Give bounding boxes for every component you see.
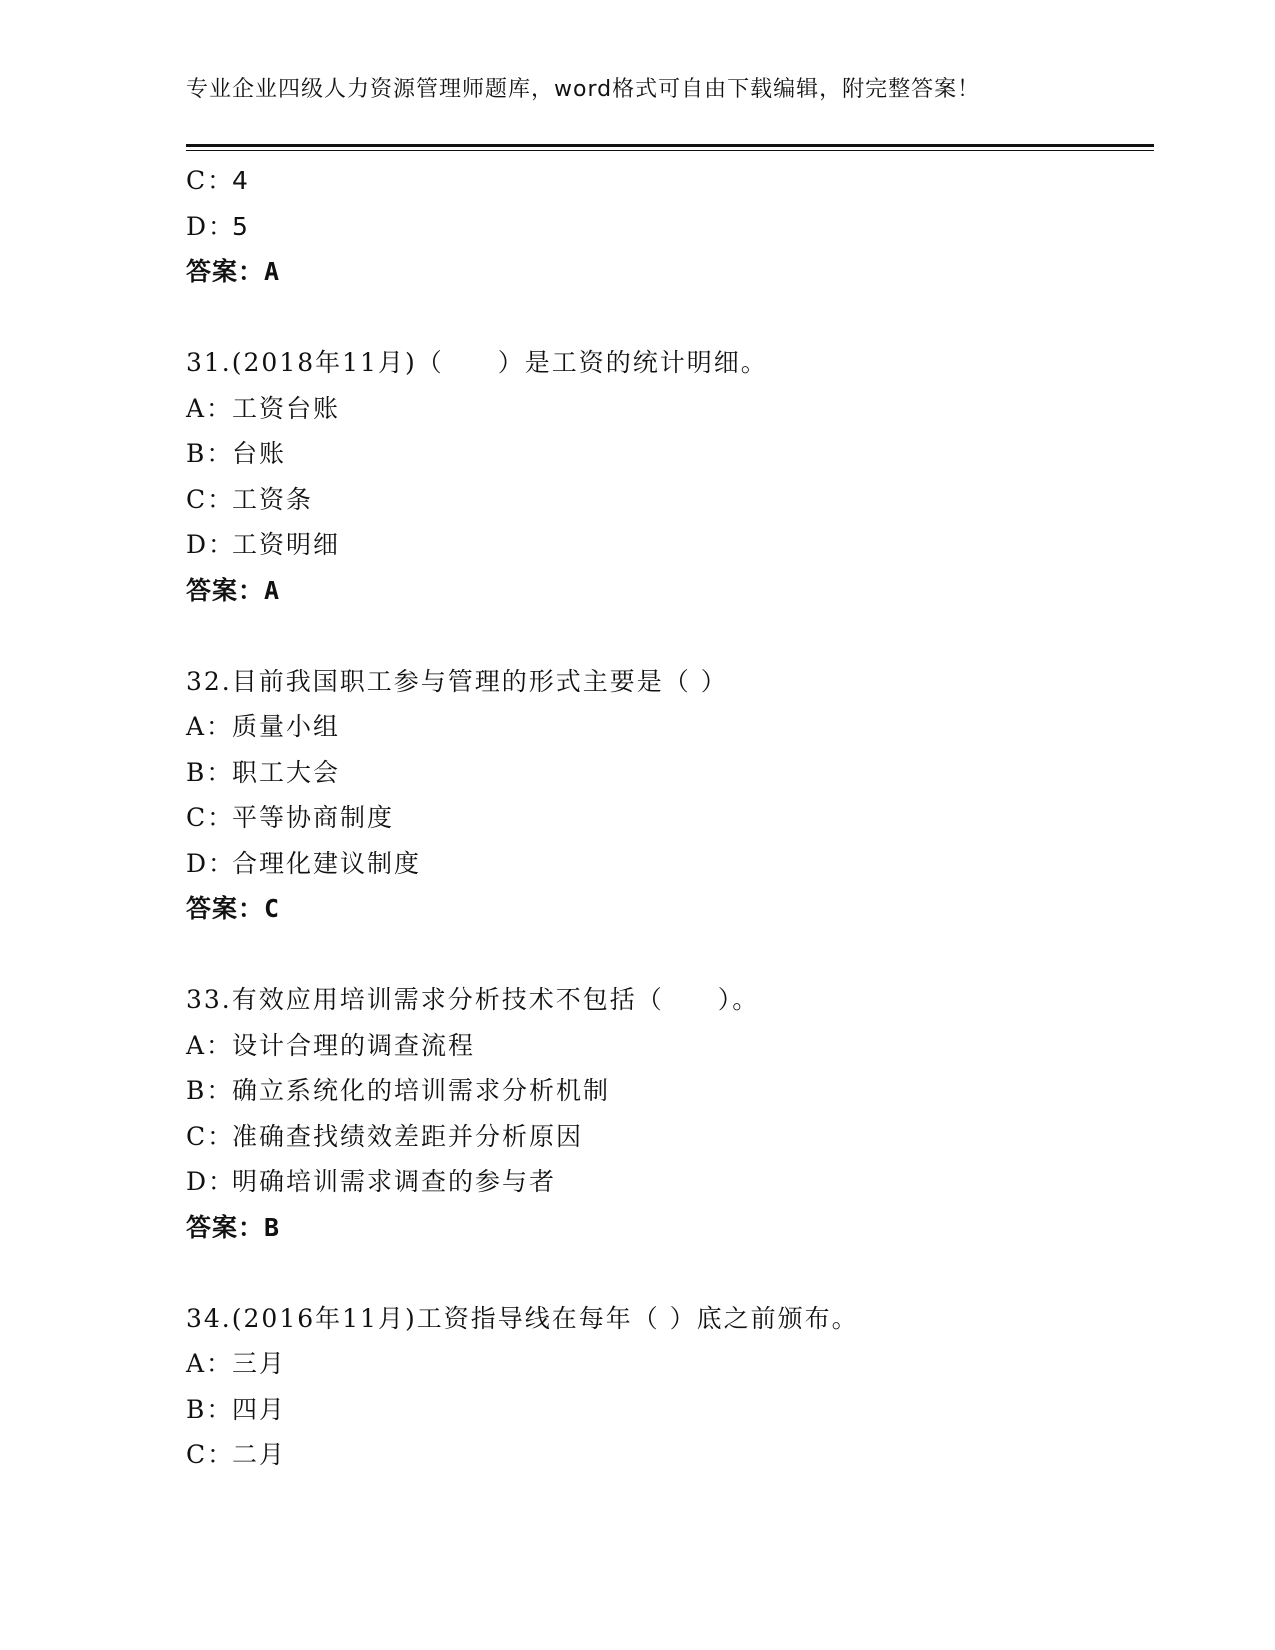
option-line — [186, 431, 1154, 477]
option-text: 设计合理的调查流程 — [232, 1030, 476, 1060]
option-letter: A： — [186, 712, 234, 741]
option-text: 台账 — [232, 439, 287, 468]
answer-value: C — [264, 894, 281, 923]
question-stem: 32.目前我国职工参与管理的形式主要是（ ） — [186, 666, 728, 696]
option-letter: C： — [186, 803, 235, 832]
option-line — [186, 841, 1154, 887]
option-text: 平等协商制度 — [232, 803, 395, 832]
answer-line — [186, 568, 1154, 614]
option-letter: A： — [186, 1030, 234, 1060]
answer-line — [186, 886, 1154, 932]
answer-label: 答案： — [186, 894, 265, 923]
option-line — [186, 1114, 1154, 1160]
option-text: 工资条 — [232, 484, 314, 514]
question-gap — [186, 932, 1154, 978]
option-line — [186, 1432, 1154, 1478]
option-letter: A： — [186, 1349, 234, 1378]
option-text: 5 — [232, 211, 250, 241]
option-text: 确立系统化的培训需求分析机制 — [232, 1076, 611, 1105]
option-text: 四月 — [232, 1394, 287, 1424]
answer-value: B — [264, 1212, 281, 1242]
question-stem: 31.(2018年11月)（ ）是工资的统计明细。 — [186, 348, 768, 377]
option-text: 工资明细 — [232, 530, 341, 559]
option-text: 质量小组 — [232, 712, 341, 741]
answer-line — [186, 249, 1154, 295]
option-line — [186, 704, 1154, 750]
option-line — [186, 1023, 1154, 1069]
option-line — [186, 204, 1154, 250]
answer-line — [186, 1205, 1154, 1251]
option-text: 职工大会 — [232, 757, 341, 787]
option-line — [186, 1341, 1154, 1387]
answer-label: 答案： — [186, 575, 265, 605]
question-gap — [186, 613, 1154, 659]
option-text: 三月 — [232, 1349, 287, 1378]
answer-label: 答案： — [186, 1212, 265, 1242]
option-line — [186, 477, 1154, 523]
option-letter: B： — [186, 757, 234, 787]
option-letter: D： — [186, 211, 236, 241]
option-letter: D： — [186, 530, 236, 559]
option-letter: C： — [186, 484, 235, 514]
option-letter: D： — [186, 1167, 236, 1196]
page-header: 专业企业四级人力资源管理师题库，word格式可自由下载编辑，附完整答案！ — [186, 77, 981, 102]
option-letter: C： — [186, 1121, 235, 1151]
option-line — [186, 1068, 1154, 1114]
option-line — [186, 522, 1154, 568]
question-stem: 33.有效应用培训需求分析技术不包括（ ）。 — [186, 985, 760, 1014]
option-letter: C： — [186, 166, 235, 195]
option-letter: C： — [186, 1440, 235, 1469]
option-letter: D： — [186, 848, 236, 878]
option-line — [186, 158, 1154, 204]
answer-label: 答案： — [186, 257, 265, 286]
option-letter: B： — [186, 1394, 234, 1424]
option-text: 合理化建议制度 — [232, 848, 422, 878]
option-text: 工资台账 — [232, 393, 341, 423]
option-letter: B： — [186, 439, 234, 468]
question-gap — [186, 1250, 1154, 1296]
header-rule-thin — [186, 150, 1154, 151]
option-line — [186, 1387, 1154, 1433]
answer-value: A — [264, 257, 281, 286]
option-line — [186, 795, 1154, 841]
option-text: 4 — [232, 166, 250, 195]
option-line — [186, 1159, 1154, 1205]
option-letter: B： — [186, 1076, 234, 1105]
option-text: 二月 — [232, 1440, 287, 1469]
question-gap — [186, 295, 1154, 341]
option-text: 明确培训需求调查的参与者 — [232, 1167, 557, 1196]
question-content — [186, 158, 1154, 1478]
option-text: 准确查找绩效差距并分析原因 — [232, 1121, 584, 1151]
question-stem: 34.(2016年11月)工资指导线在每年（ ）底之前颁布。 — [186, 1303, 859, 1333]
option-letter: A： — [186, 393, 234, 423]
answer-value: A — [264, 575, 281, 605]
header-rule-thick — [186, 144, 1154, 147]
option-line — [186, 386, 1154, 432]
option-line — [186, 750, 1154, 796]
